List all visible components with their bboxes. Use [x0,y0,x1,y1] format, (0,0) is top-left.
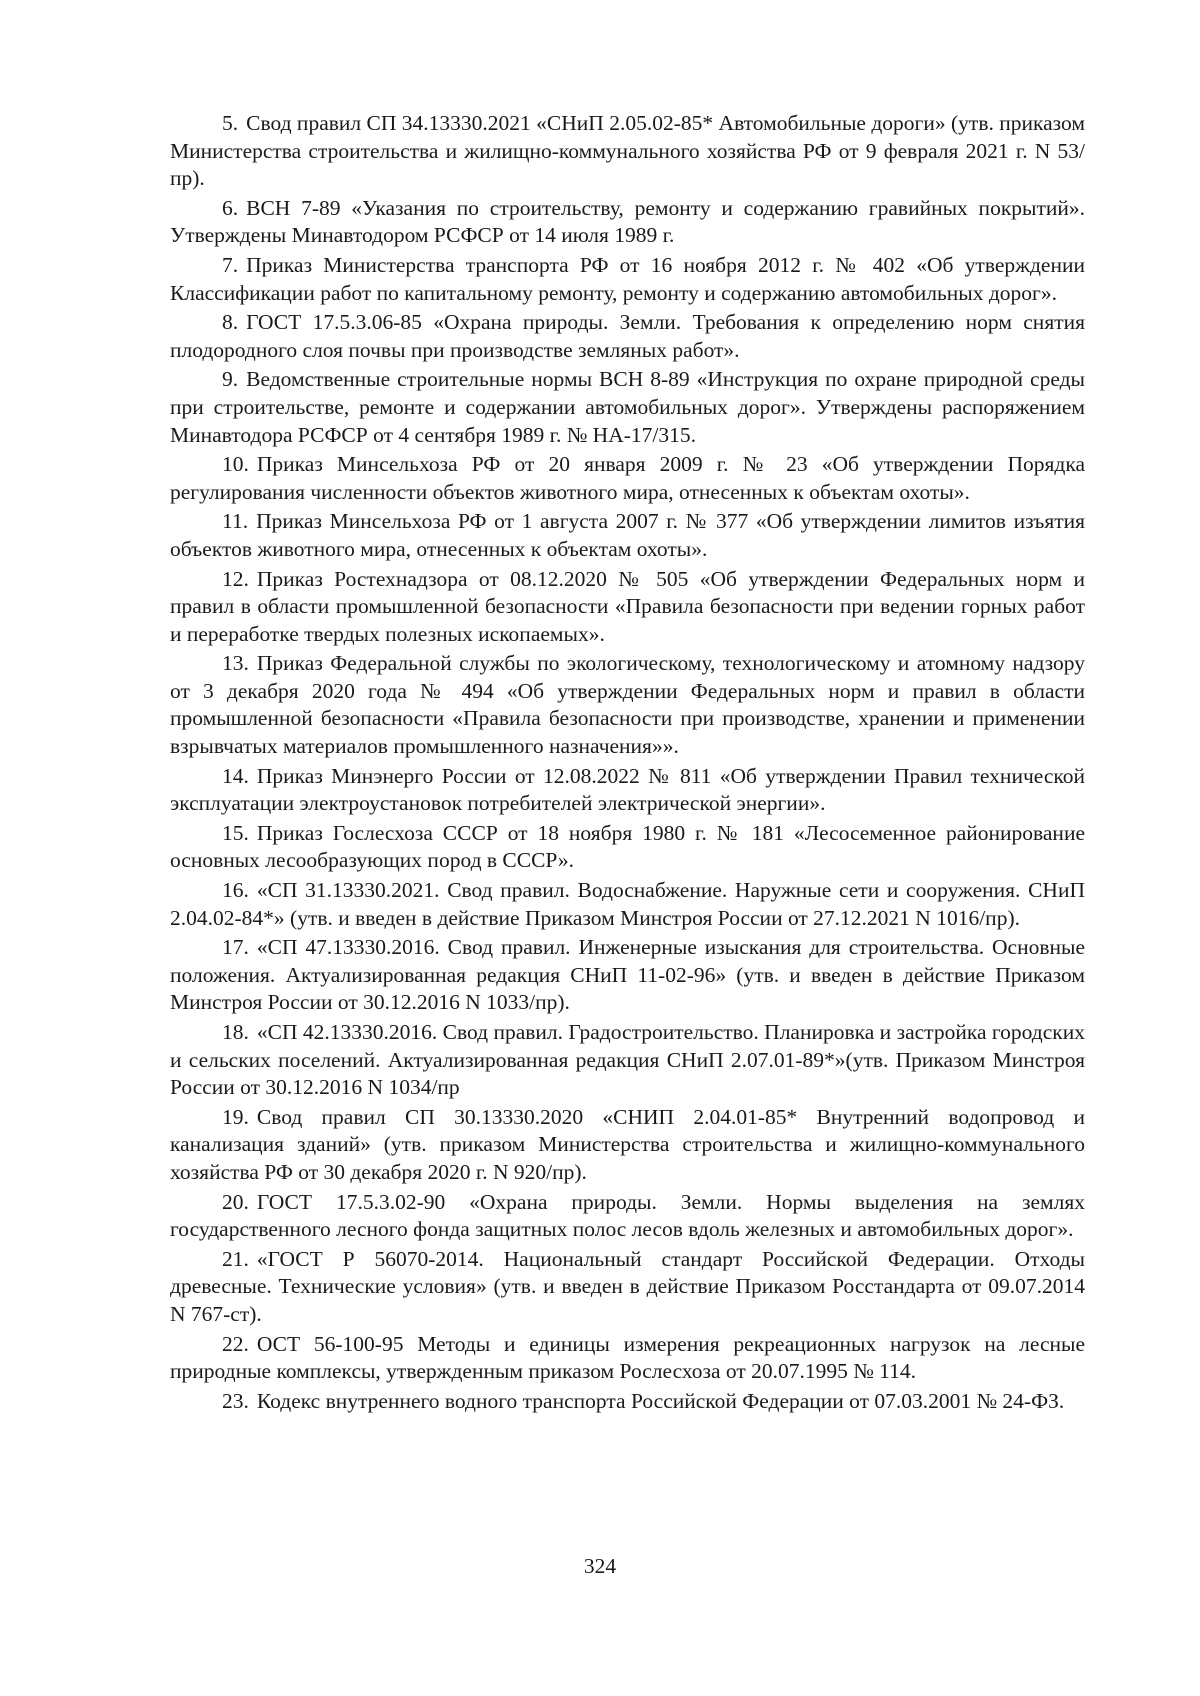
reference-number: 8. [222,310,239,335]
reference-number: 14. [222,763,249,788]
reference-item [170,934,1085,1017]
reference-number: 13. [222,651,249,676]
reference-text: Свод правил СП 34.13330.2021 «СНиП 2.05.02-85* Автомобильные дороги» (утв. приказом Министерства строительства и жилищно-коммунального хозяйства РФ от 9 февраля 2021 г. N 53/пр). [170,111,1085,191]
reference-number: 6. [222,195,239,220]
reference-item [170,195,1085,250]
reference-number: 11. [222,509,249,534]
reference-item [170,366,1085,449]
reference-text: «СП 47.13330.2016. Свод правил. Инженерные изыскания для строительства. Основные положения. Актуализированная редакция СНиП 11-02-96» (утв. и введен в действие Приказом Минстроя России от 30.12.2016 N 1033/пр). [170,935,1085,1015]
reference-number: 15. [222,820,249,845]
reference-item [170,451,1085,506]
reference-text: ГОСТ 17.5.3.02-90 «Охрана природы. Земли. Нормы выделения на землях государственного лесного фонда защитных полос лесов вдоль железных и автомобильных дорог». [170,1189,1085,1242]
reference-number: 19. [222,1104,249,1129]
reference-number: 21. [222,1246,249,1271]
reference-item [170,650,1085,760]
reference-text: «СП 42.13330.2016. Свод правил. Градостроительство. Планировка и застройка городских и сельских поселений. Актуализированная редакция СНиП 2.07.01-89*»(утв. Приказом Минстроя России от 30.12.2016 N 1034/пр [170,1020,1085,1100]
reference-item [170,877,1085,932]
reference-number: 18. [222,1020,249,1044]
reference-text: Ведомственные строительные нормы ВСН 8-89 «Инструкция по охране природной среды при строительстве, ремонте и содержании автомобильных дорог». Утверждены распоряжением Минавтодора РСФСР от 4 сентября 1989 г. № НА-17/315. [170,367,1085,447]
reference-number: 12. [222,566,249,591]
reference-item [170,1019,1085,1102]
reference-text: Свод правил СП 30.13330.2020 «СНИП 2.04.01-85* Внутренний водопровод и канализация зданий» (утв. приказом Министерства строительства и жилищно-коммунального хозяйства РФ от 30 декабря 2020 г. N 920/пр). [170,1104,1085,1184]
reference-text: Приказ Минсельхоза РФ от 20 января 2009 г. № 23 «Об утверждении Порядка регулирования численности объектов животного мира, отнесенных к объектам охоты». [170,452,1085,504]
reference-text: Приказ Министерства транспорта РФ от 16 ноября 2012 г. № 402 «Об утверждении Классификации работ по капитальному ремонту, ремонту и содержанию автомобильных дорог». [170,252,1085,305]
reference-text: ВСН 7-89 «Указания по строительству, ремонту и содержанию гравийных покрытий». Утверждены Минавтодором РСФСР от 14 июля 1989 г. [170,195,1085,248]
reference-number: 16. [222,878,249,903]
page-number: 324 [583,1554,617,1578]
reference-text: Приказ Ростехнадзора от 08.12.2020 № 505 «Об утверждении Федеральных норм и правил в области промышленной безопасности «Правила безопасности при ведении горных работ и переработке твердых полезных ископаемых». [170,566,1085,646]
reference-item [170,1331,1085,1386]
reference-item [170,820,1085,875]
reference-item [170,309,1085,364]
reference-text: «СП 31.13330.2021. Свод правил. Водоснабжение. Наружные сети и сооружения. СНиП 2.04.02-84*» (утв. и введен в действие Приказом Минстроя России от 27.12.2021 N 1016/пр). [170,878,1085,930]
reference-item [170,252,1085,307]
reference-item [170,110,1085,193]
reference-text: Приказ Федеральной службы по экологическому, технологическому и атомному надзору от 3 декабря 2020 года № 494 «Об утверждении Федеральных норм и правил в области промышленной безопасности «Правила безопасности при производстве, хранении и применении взрывчатых материалов промышленного назначения»». [170,651,1085,759]
reference-text: ГОСТ 17.5.3.06-85 «Охрана природы. Земли. Требования к определению норм снятия плодородного слоя почвы при производстве земляных работ». [170,310,1085,362]
reference-item [170,763,1085,818]
reference-text: Приказ Минсельхоза РФ от 1 августа 2007 г. № 377 «Об утверждении лимитов изъятия объектов животного мира, отнесенных к объектам охоты». [170,509,1085,561]
reference-text: Кодекс внутреннего водного транспорта Российской Федерации от 07.03.2001 № 24-ФЗ. [256,1388,1065,1413]
reference-item [170,1388,1085,1416]
reference-text: ОСТ 56-100-95 Методы и единицы измерения рекреационных нагрузок на лесные природные комплексы, утвержденным приказом Рослесхоза от 20.07.1995 № 114. [170,1331,1085,1384]
reference-number: 9. [222,367,239,392]
reference-item [170,1104,1085,1187]
reference-list [170,110,1085,1417]
reference-item [170,566,1085,649]
reference-number: 23. [222,1388,249,1413]
reference-item [170,508,1085,563]
reference-number: 17. [222,935,249,960]
reference-number: 20. [222,1189,249,1214]
reference-number: 7. [222,252,239,277]
reference-number: 5. [222,111,239,135]
reference-number: 10. [222,452,249,477]
reference-item [170,1246,1085,1329]
reference-text: Приказ Минэнерго России от 12.08.2022 № 811 «Об утверждении Правил технической эксплуатации электроустановок потребителей электрической энергии». [170,763,1085,816]
reference-item [170,1189,1085,1244]
reference-text: «ГОСТ Р 56070-2014. Национальный стандарт Российской Федерации. Отходы древесные. Технические условия» (утв. и введен в действие Приказом Росстандарта от 09.07.2014 N 767-ст). [170,1246,1085,1326]
reference-text: Приказ Гослесхоза СССР от 18 ноября 1980 г. № 181 «Лесосеменное районирование основных лесообразующих пород в СССР». [170,820,1085,873]
reference-number: 22. [222,1331,249,1356]
